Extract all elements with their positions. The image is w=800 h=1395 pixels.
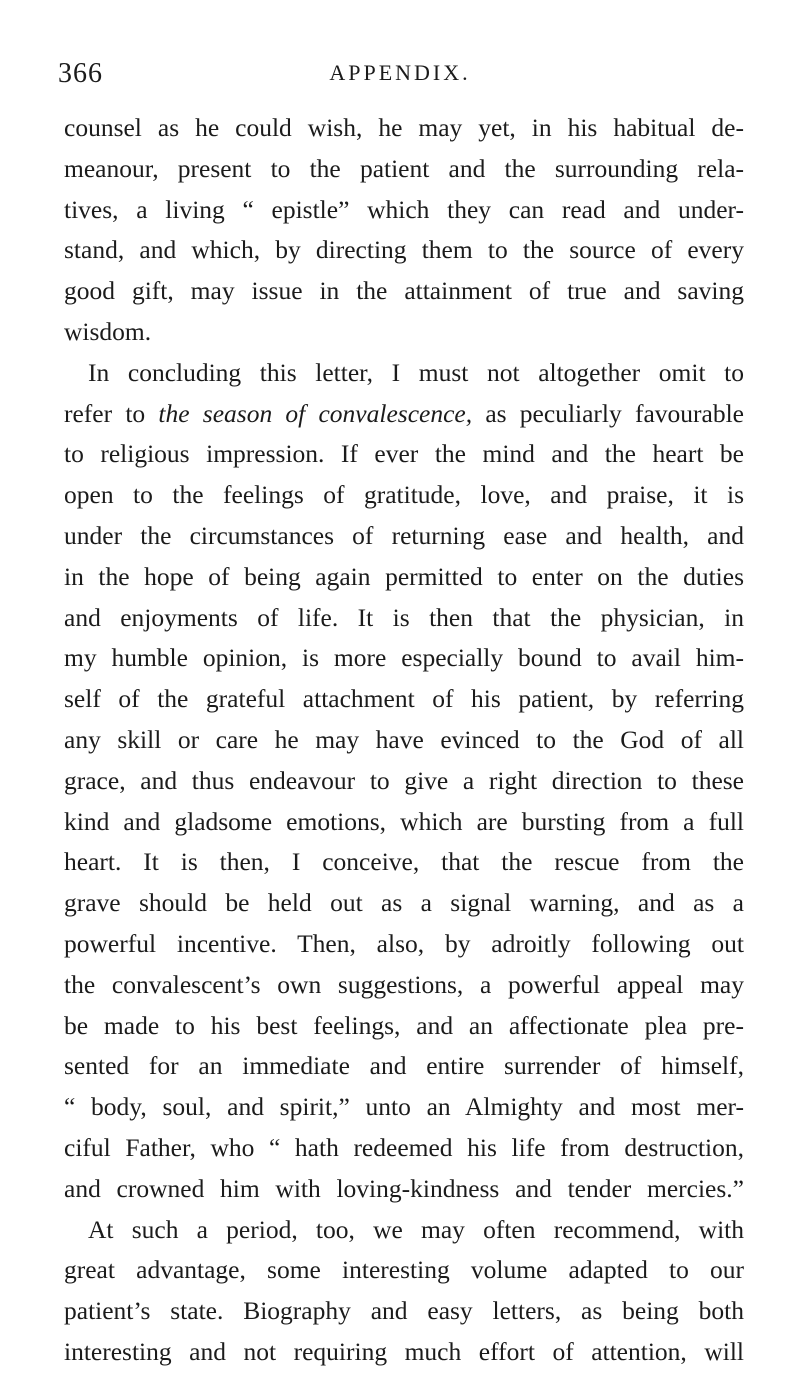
text-segment: my humble opinion, is more especially bound to avail him- bbox=[64, 643, 744, 673]
text-segment: powerful incentive. Then, also, by adroitly following out bbox=[64, 928, 744, 958]
text-line bbox=[64, 190, 744, 231]
text-line bbox=[64, 475, 744, 516]
text-line bbox=[64, 598, 744, 639]
text-line bbox=[64, 802, 744, 843]
text-line bbox=[64, 965, 744, 1006]
text-segment: ciful Father, who “ hath redeemed his life from destruction, bbox=[64, 1132, 744, 1162]
text-line bbox=[64, 108, 744, 149]
page-number: 366 bbox=[58, 58, 103, 89]
text-line bbox=[64, 230, 744, 271]
text-line bbox=[64, 1332, 744, 1373]
text-line bbox=[64, 924, 744, 965]
text-segment: wisdom. bbox=[64, 316, 152, 346]
text-segment: interesting and not requiring much effort of attention, will bbox=[64, 1336, 744, 1366]
text-segment: sented for an immediate and entire surrender of himself, bbox=[64, 1051, 744, 1081]
text-segment: grave should be held out as a signal warning, and as a bbox=[64, 888, 744, 918]
text-line bbox=[64, 1210, 744, 1251]
text-line bbox=[64, 312, 744, 353]
text-line bbox=[64, 394, 744, 435]
body-text bbox=[64, 108, 744, 1373]
text-line bbox=[64, 1046, 744, 1087]
text-segment: and crowned him with loving-kindness and tender mercies.” bbox=[64, 1173, 744, 1203]
text-segment: in the hope of being again permitted to enter on the duties bbox=[64, 561, 744, 591]
text-segment: patient’s state. Biography and easy letters, as being both bbox=[64, 1296, 744, 1326]
text-segment: “ body, soul, and spirit,” unto an Almighty and most mer- bbox=[64, 1092, 744, 1122]
text-segment: heart. It is then, I conceive, that the rescue from the bbox=[64, 847, 744, 877]
text-segment: under the circumstances of returning ease and health, and bbox=[64, 520, 744, 550]
text-line bbox=[64, 1087, 744, 1128]
running-head: APPENDIX. bbox=[329, 60, 471, 85]
text-segment: great advantage, some interesting volume adapted to our bbox=[64, 1255, 744, 1285]
text-line bbox=[64, 434, 744, 475]
text-segment: grace, and thus endeavour to give a right direction to these bbox=[64, 765, 744, 795]
text-segment: stand, and which, by directing them to the source of every bbox=[64, 235, 744, 265]
text-segment: At such a period, too, we may often recommend, with bbox=[88, 1214, 744, 1244]
text-segment: be made to his best feelings, and an affectionate plea pre- bbox=[64, 1010, 744, 1040]
text-line bbox=[64, 1006, 744, 1047]
text-line bbox=[64, 679, 744, 720]
text-line bbox=[64, 1250, 744, 1291]
text-segment: tives, a living “ epistle” which they can read and under- bbox=[64, 194, 744, 224]
text-line bbox=[64, 720, 744, 761]
text-segment: any skill or care he may have evinced to the God of all bbox=[64, 724, 744, 754]
text-line bbox=[64, 1291, 744, 1332]
text-line bbox=[64, 271, 744, 312]
text-segment: counsel as he could wish, he may yet, in his habitual de- bbox=[64, 113, 744, 142]
italic-phrase: the season of convalescence, bbox=[158, 398, 473, 428]
text-segment: meanour, present to the patient and the surrounding rela- bbox=[64, 153, 744, 183]
text-segment: self of the grateful attachment of his patient, by referring bbox=[64, 684, 744, 714]
text-segment: and enjoyments of life. It is then that the physician, in bbox=[64, 602, 744, 632]
text-segment: open to the feelings of gratitude, love, and praise, it is bbox=[64, 480, 744, 510]
text-segment: to religious impression. If ever the mind and the heart be bbox=[64, 439, 744, 469]
text-line bbox=[64, 353, 744, 394]
text-segment: kind and gladsome emotions, which are bursting from a full bbox=[64, 806, 744, 836]
text-line bbox=[64, 149, 744, 190]
text-line bbox=[64, 1169, 744, 1210]
text-segment: In concluding this letter, I must not altogether omit to bbox=[88, 357, 744, 387]
text-line bbox=[64, 638, 744, 679]
text-segment: good gift, may issue in the attainment of true and saving bbox=[64, 276, 744, 306]
text-line bbox=[64, 842, 744, 883]
text-line bbox=[64, 761, 744, 802]
text-segment: as peculiarly favourable bbox=[472, 398, 745, 428]
text-line bbox=[64, 883, 744, 924]
text-segment: refer to bbox=[64, 398, 159, 428]
text-line bbox=[64, 557, 744, 598]
text-line bbox=[64, 1128, 744, 1169]
text-line bbox=[64, 516, 744, 557]
text-segment: the convalescent’s own suggestions, a powerful appeal may bbox=[64, 969, 744, 999]
